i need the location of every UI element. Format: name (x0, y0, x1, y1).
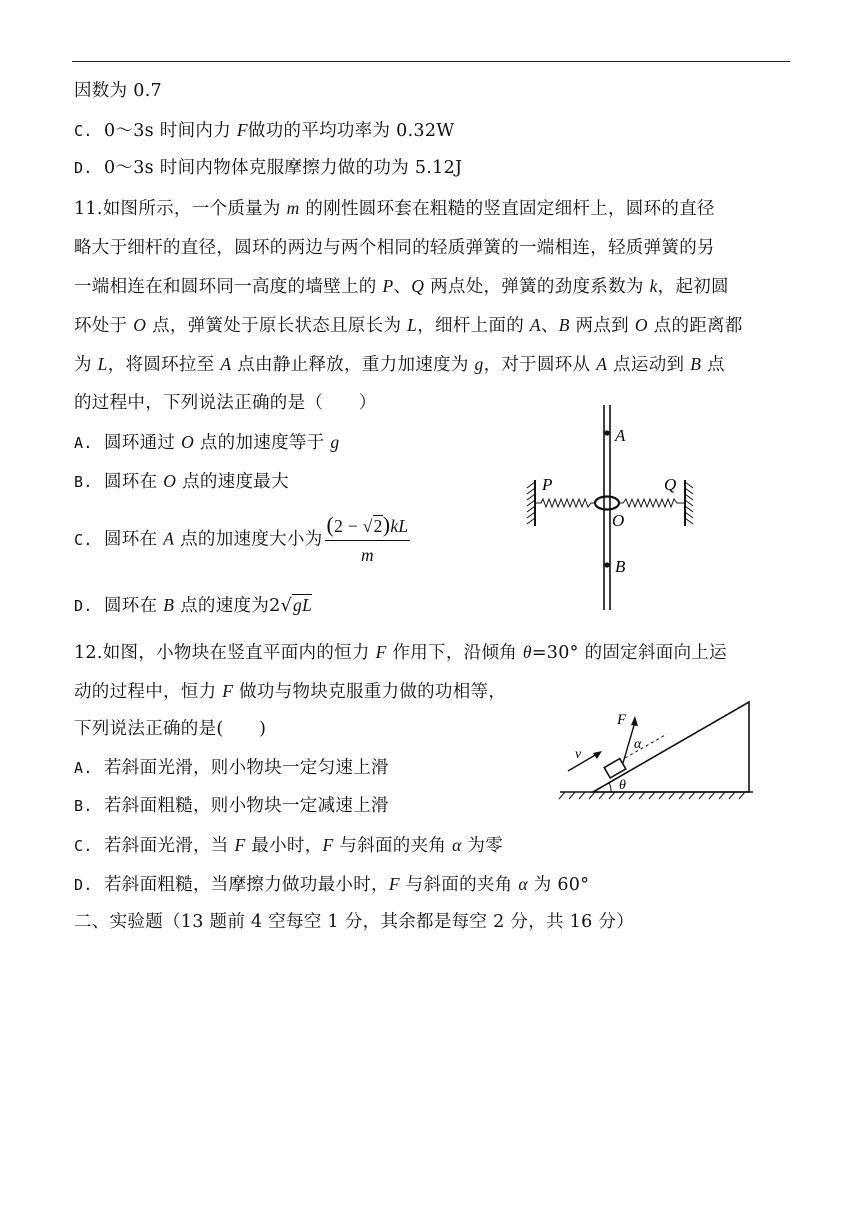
label-o: O (612, 511, 625, 530)
q11-option-c-fraction: $\frac{(2 - √2)kL}{m}$ (326, 512, 409, 565)
velocity-arrow (568, 754, 597, 771)
label-v: v (575, 747, 582, 762)
q10-continuation: 因数为 0.7 (74, 81, 162, 101)
label-q: Q (664, 475, 677, 494)
theta-arc (609, 782, 611, 792)
q11-stem-line1: 11.如图所示，一个质量为 m 的刚性圆环套在粗糙的竖直固定细杆上，圆环的直径 (74, 198, 715, 219)
q10-option-c: C. 0～3s 时间内力 F做功的平均功率为 0.32W (74, 120, 455, 141)
ring (595, 497, 619, 510)
q12-incline-figure (555, 700, 765, 805)
label-f: F (617, 712, 627, 728)
label-a: A (615, 426, 626, 445)
label-p: P (542, 475, 553, 494)
section-2-heading: 二、实验题（13 题前 4 空每空 1 分，其余都是每空 2 分，共 16 分） (74, 912, 635, 932)
header-rule (72, 61, 790, 62)
q11-option-a: A. 圆环通过 O 点的加速度等于 g (74, 432, 340, 453)
q12-option-a: A. 若斜面光滑，则小物块一定匀速上滑 (74, 758, 389, 778)
q11-ring-spring-figure (515, 400, 705, 615)
point-a-dot (604, 430, 609, 435)
point-b-dot (604, 562, 609, 567)
q11-option-b: B. 圆环在 O 点的速度最大 (74, 471, 289, 492)
right-spring (619, 499, 685, 507)
q12-stem-line3: 下列说法正确的是( ) (74, 719, 267, 739)
q11-stem-line5: 为 L，将圆环拉至 A 点由静止释放，重力加速度为 g，对于圆环从 A 点运动到 B 点 (74, 354, 725, 375)
q12-option-c: C. 若斜面光滑，当 F 最小时，F 与斜面的夹角 α 为零 (74, 835, 504, 856)
q12-stem-line2: 动的过程中，恒力 F 做功与物块克服重力做的功相等， (74, 681, 507, 702)
q12-stem-line1: 12.如图，小物块在竖直平面内的恒力 F 作用下，沿倾角 θ=30° 的固定斜面向上运 (74, 642, 727, 663)
q11-option-d: D. 圆环在 B 点的速度为2√gL (74, 595, 313, 616)
q11-stem-line3: 一端相连在和圆环同一高度的墙壁上的 P、Q 两点处，弹簧的劲度系数为 k，起初圆 (74, 276, 729, 297)
label-alpha: α (634, 737, 642, 752)
label-b: B (615, 557, 626, 576)
q12-option-b: B. 若斜面粗糙，则小物块一定减速上滑 (74, 796, 389, 816)
q10-option-d: D. 0～3s 时间内物体克服摩擦力做的功为 5.12J (74, 158, 463, 178)
q11-stem-line6: 的过程中，下列说法正确的是（ ） (74, 393, 377, 413)
label-theta: θ (619, 778, 626, 793)
incline-direction-dashed (625, 734, 667, 758)
q12-option-d: D. 若斜面粗糙，当摩擦力做功最小时，F 与斜面的夹角 α 为 60° (74, 874, 590, 895)
q11-stem-line4: 环处于 O 点，弹簧处于原长状态且原长为 L，细杆上面的 A、B 两点到 O 点的距离都 (74, 315, 743, 336)
left-spring (535, 499, 595, 507)
q11-option-c: C. 圆环在 A 点的加速度大小为 $\frac{(2 - √2)kL}{m}$ (74, 512, 410, 568)
q11-stem-line2: 略大于细杆的直径，圆环的两边与两个相同的轻质弹簧的一端相连，轻质弹簧的另 (74, 238, 715, 258)
